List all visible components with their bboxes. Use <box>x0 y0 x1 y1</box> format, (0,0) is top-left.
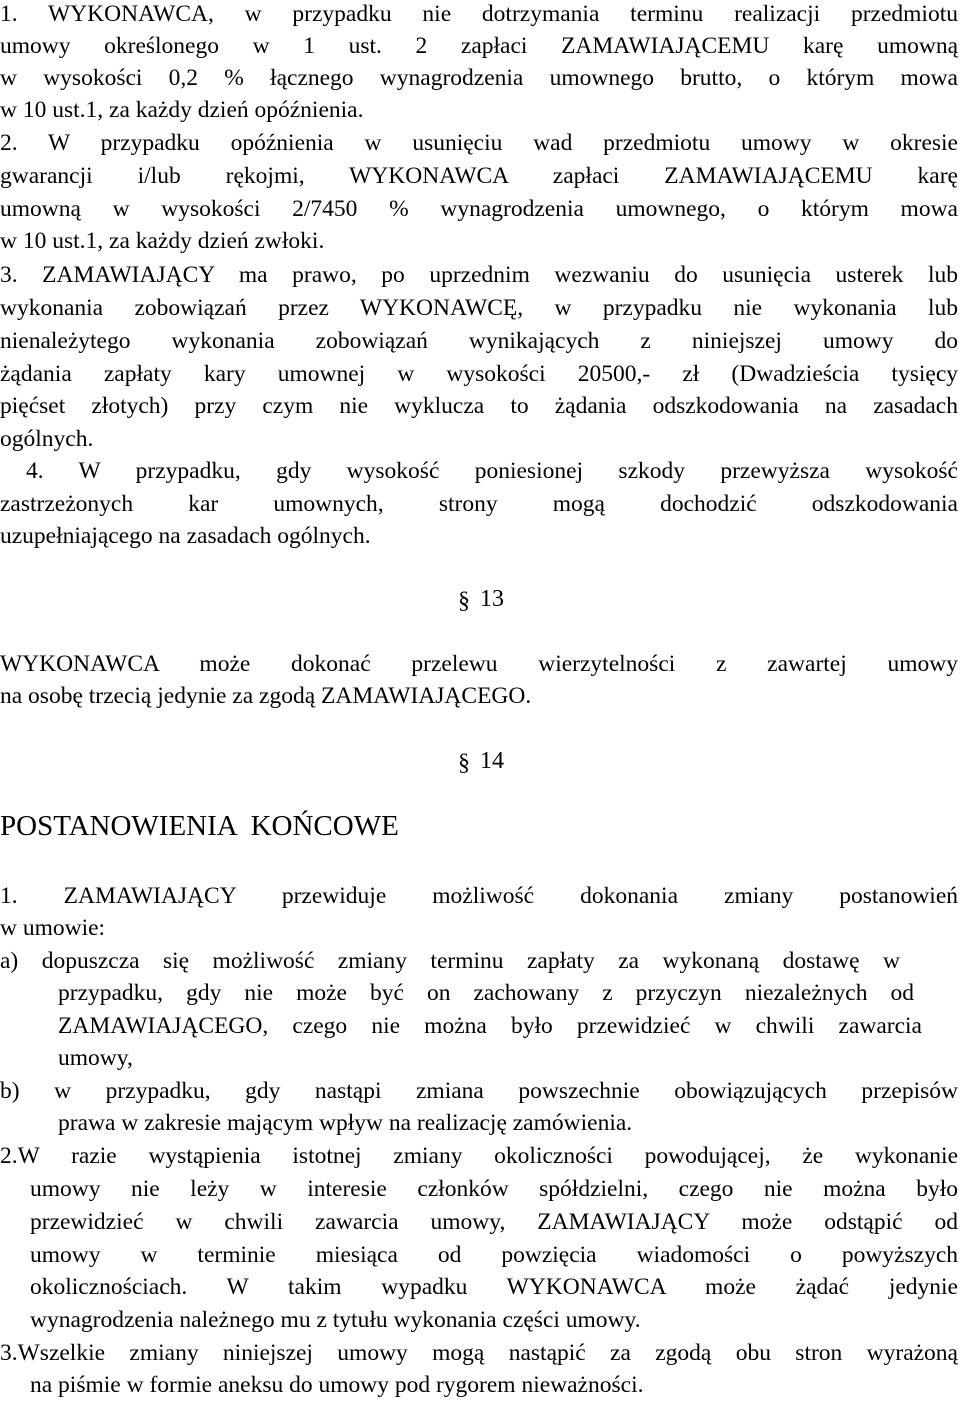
paragraph-line: w 10 ust.1, za każdy dzień opóźnienia. <box>0 97 364 123</box>
paragraph-line: umowy nie leży w interesie członków spółdzielni, czego nie można było <box>30 1176 958 1202</box>
paragraph-line: zastrzeżonych kar umownych, strony mogą dochodzić odszkodowania <box>0 491 958 517</box>
section-number: 14 <box>480 748 504 774</box>
paragraph-line: 1. WYKONAWCA, w przypadku nie dotrzymania terminu realizacji przedmiotu <box>0 1 958 27</box>
svg-text:§: § <box>458 588 470 614</box>
paragraph-line: umowy w terminie miesiąca od powzięcia wiadomości o powyższych <box>30 1242 958 1268</box>
paragraph-line: żądania zapłaty kary umownej w wysokości 20500,- zł (Dwadzieścia tysięcy <box>0 361 958 387</box>
paragraph-line: umowną w wysokości 2/7450 % wynagrodzenia umownego, o którym mowa <box>0 196 958 222</box>
paragraph-line: 1. ZAMAWIAJĄCY przewiduje możliwość dokonania zmiany postanowień <box>0 883 958 909</box>
section-sign-icon <box>456 583 476 617</box>
paragraph-line: wykonania zobowiązań przez WYKONAWCĘ, w przypadku nie wykonania lub <box>0 295 958 321</box>
paragraph-line: uzupełniającego na zasadach ogólnych. <box>0 523 371 549</box>
paragraph-line: ogólnych. <box>0 426 94 452</box>
paragraph-line: przewidzieć w chwili zawarcia umowy, ZAMAWIAJĄCY może odstąpić od <box>30 1209 958 1235</box>
paragraph-line: na osobę trzecią jedynie za zgodą ZAMAWIAJĄCEGO. <box>0 683 532 709</box>
paragraph-line: okolicznościach. W takim wypadku WYKONAWCA może żądać jedynie <box>30 1274 958 1300</box>
paragraph-line: wynagrodzenia należnego mu z tytułu wykonania części umowy. <box>30 1307 641 1333</box>
svg-text:§: § <box>458 750 470 776</box>
paragraph-line: umowy określonego w 1 ust. 2 zapłaci ZAMAWIAJĄCEMU karę umowną <box>0 33 958 59</box>
paragraph-line: gwarancji i/lub rękojmi, WYKONAWCA zapłaci ZAMAWIAJĄCEMU karę <box>0 163 958 189</box>
section-title: POSTANOWIENIA KOŃCOWE <box>0 810 399 842</box>
paragraph-line: 4. W przypadku, gdy wysokość poniesionej szkody przewyższa wysokość <box>26 458 958 484</box>
paragraph-line: WYKONAWCA może dokonać przelewu wierzytelności z zawartej umowy <box>0 651 958 677</box>
section-heading <box>456 745 504 779</box>
list-item-line: umowy, <box>58 1045 133 1071</box>
paragraph-line: w 10 ust.1, za każdy dzień zwłoki. <box>0 228 325 254</box>
paragraph-line: 2. W przypadku opóźnienia w usunięciu wad przedmiotu umowy w okresie <box>0 130 958 156</box>
paragraph-line: pięćset złotych) przy czym nie wyklucza to żądania odszkodowania na zasadach <box>0 393 958 419</box>
paragraph-line: nienależytego wykonania zobowiązań wynikających z niniejszej umowy do <box>0 328 958 354</box>
paragraph-line: 3. ZAMAWIAJĄCY ma prawo, po uprzednim wezwaniu do usunięcia usterek lub <box>0 262 958 288</box>
list-item-line: a) dopuszcza się możliwość zmiany terminu zapłaty za wykonaną dostawę w <box>0 948 900 974</box>
paragraph-line: w wysokości 0,2 % łącznego wynagrodzenia umownego brutto, o którym mowa <box>0 65 958 91</box>
section-sign-icon <box>456 745 476 779</box>
list-item-line: b) w przypadku, gdy nastąpi zmiana powszechnie obowiązujących przepisów <box>0 1078 958 1104</box>
paragraph-line: na piśmie w formie aneksu do umowy pod rygorem nieważności. <box>30 1372 644 1398</box>
paragraph-line: 3.Wszelkie zmiany niniejszej umowy mogą nastąpić za zgodą obu stron wyrażoną <box>0 1340 958 1366</box>
section-number: 13 <box>480 586 504 612</box>
list-item-line: przypadku, gdy nie może być on zachowany z przyczyn niezależnych od <box>58 980 914 1006</box>
list-item-line: prawa w zakresie mającym wpływ na realizację zamówienia. <box>58 1110 633 1136</box>
section-heading <box>456 583 504 617</box>
list-item-line: ZAMAWIAJĄCEGO, czego nie można było przewidzieć w chwili zawarcia <box>58 1013 922 1039</box>
paragraph-line: w umowie: <box>0 915 106 941</box>
paragraph-line: 2.W razie wystąpienia istotnej zmiany okoliczności powodującej, że wykonanie <box>0 1143 958 1169</box>
